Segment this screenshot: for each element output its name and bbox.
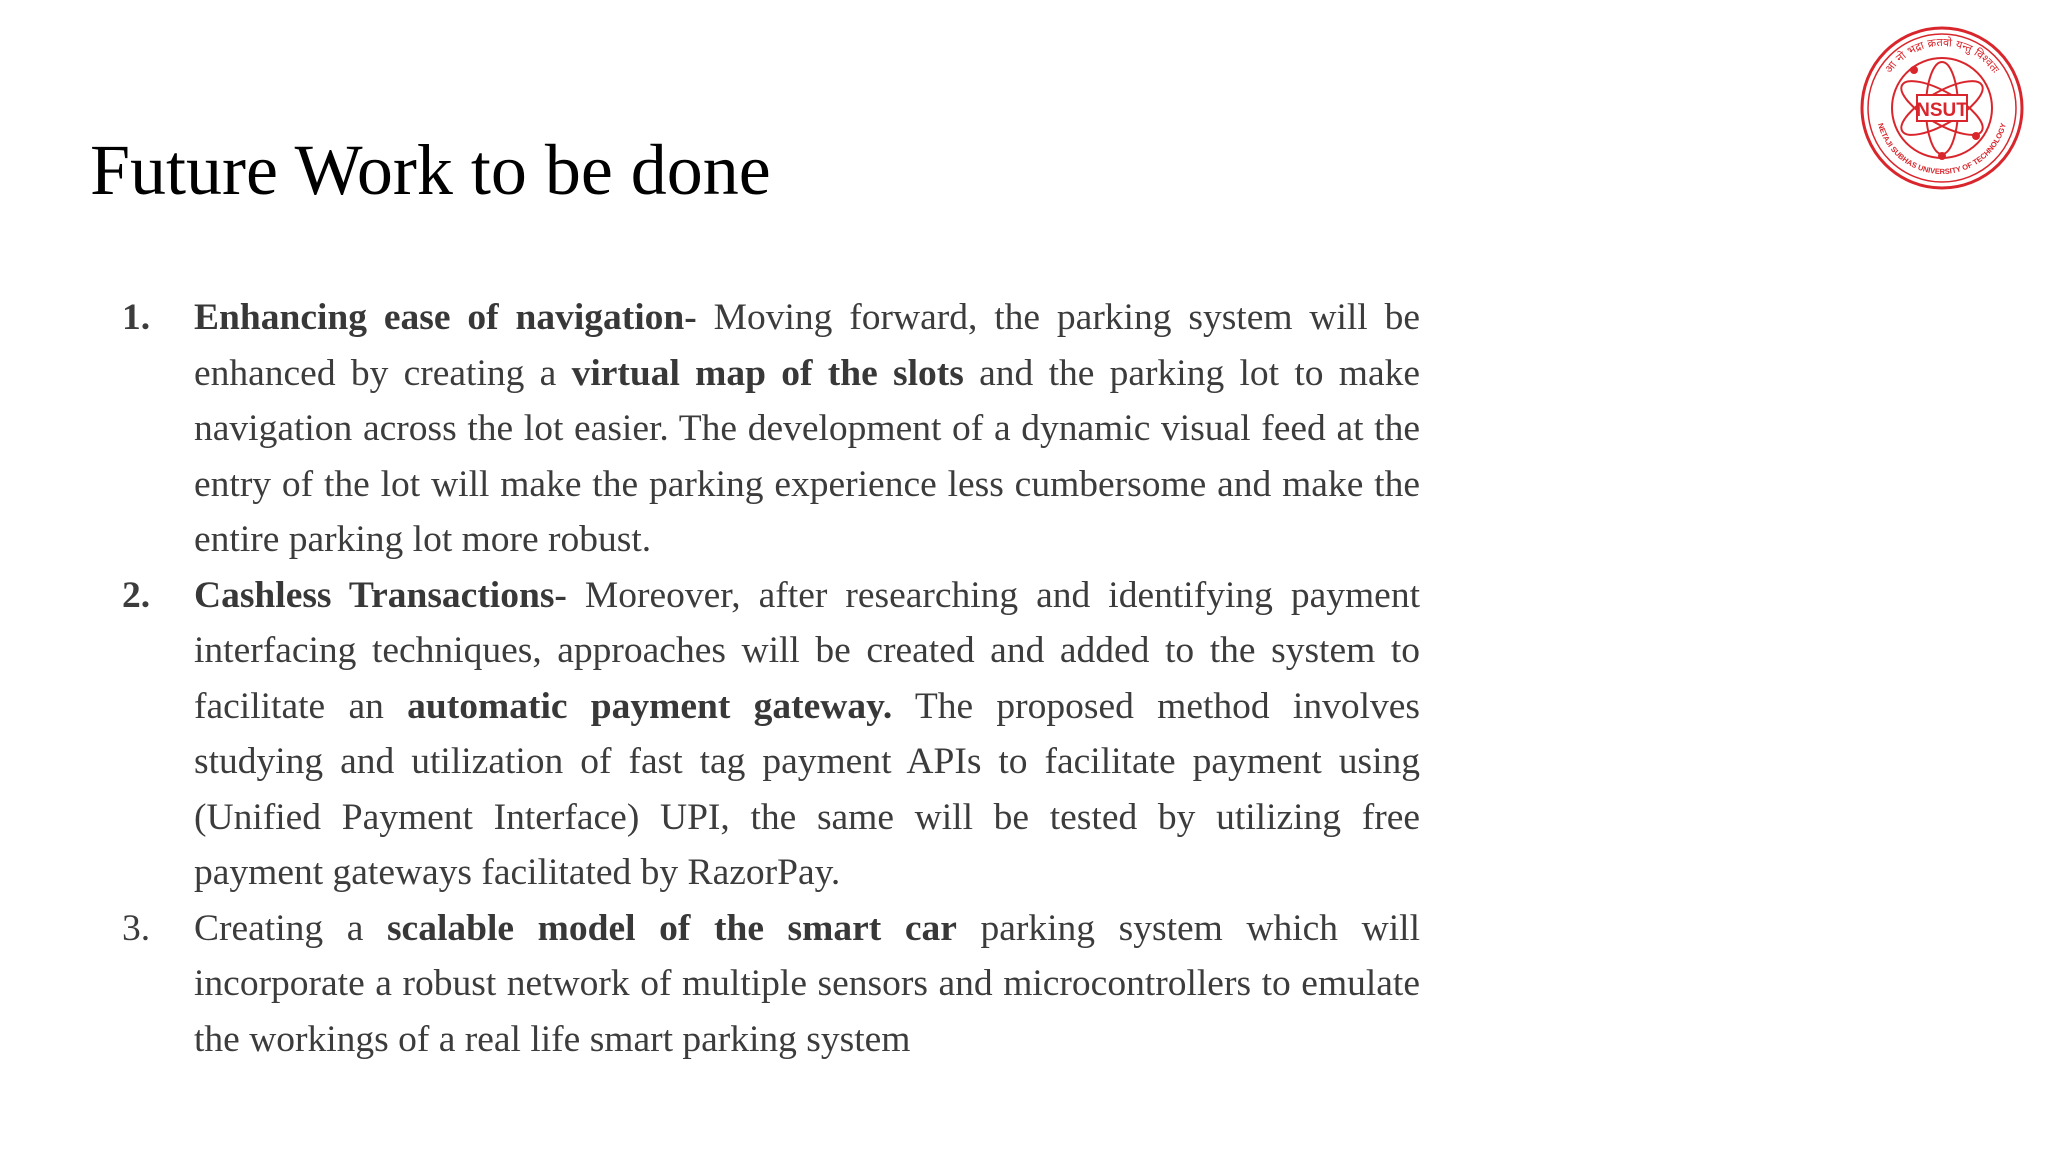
item-highlight: virtual map of the slots — [571, 352, 964, 394]
list-item — [118, 901, 1420, 1068]
item-text: Moreover, after researching and identifying payment interfacing techniques, approaches will be created and added to the system to facilitate an — [194, 574, 1420, 727]
slide-title: Future Work to be done — [90, 130, 771, 210]
item-heading: Cashless Transactions- — [194, 574, 567, 616]
item-highlight: scalable model of the smart car — [386, 907, 957, 949]
item-number: 3. — [122, 907, 151, 949]
item-highlight: automatic payment gateway. — [407, 685, 893, 727]
item-number: 1. — [122, 297, 151, 338]
item-text: parking system which will incorporate a robust network of multiple sensors and microcontrollers to emulate the workings of a real life smart parking system — [194, 907, 1420, 1060]
item-number: 2. — [122, 574, 151, 616]
logo-center-text: NSUT — [1916, 100, 1968, 121]
nsut-logo — [1858, 24, 2026, 192]
item-text: Moving forward, the parking system will be enhanced by creating a — [194, 297, 1420, 394]
list-item — [118, 568, 1420, 901]
logo-top-text: आ नो भद्रा क्रतवो यन्तु विश्वतः — [1882, 35, 2002, 76]
item-text: and the parking lot to make navigation across the lot easier. The development of a dynamic visual feed at the entry of the lot will make the parking experience less cumbersome and make the entire parking lot more robust. — [194, 352, 1420, 560]
logo-bottom-text: NETAJI SUBHAS UNIVERSITY OF TECHNOLOGY — [1875, 122, 2009, 177]
item-text: The proposed method involves studying and utilization of fast tag payment APIs to facilitate payment using (Unified Payment Interface) UPI, the same will be tested by utilizing free payment gateways facilitated by RazorPay. — [194, 685, 1421, 893]
item-heading: Enhancing ease of navigation- — [194, 297, 697, 338]
item-text: Creating a — [194, 907, 387, 949]
future-work-list — [118, 290, 1420, 1067]
list-item — [118, 290, 1420, 568]
